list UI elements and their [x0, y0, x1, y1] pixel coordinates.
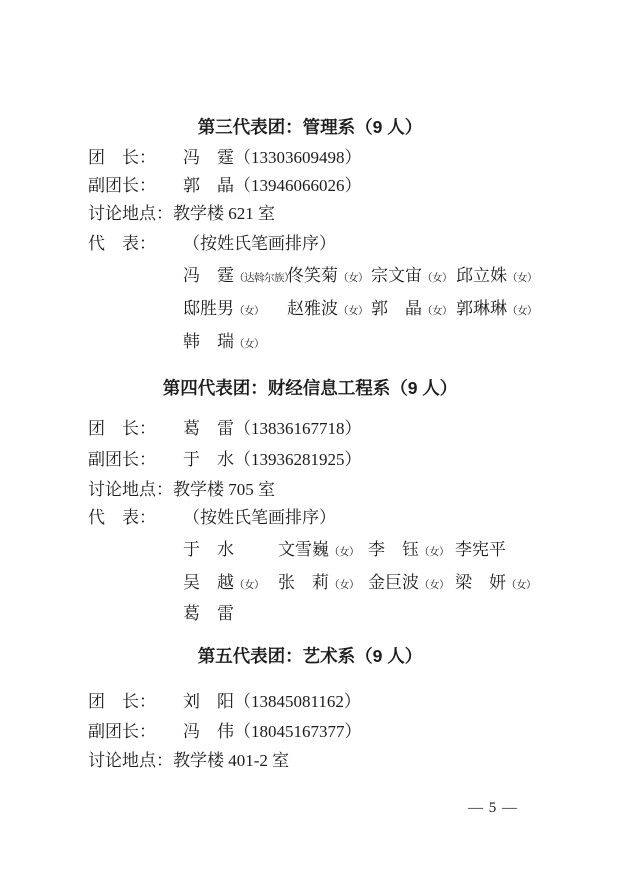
info-row-delegates: [88, 233, 560, 254]
delegate-tag: （达斡尔族）: [234, 273, 294, 284]
field-value: 葛 雷（13836167718）: [183, 419, 362, 438]
delegate-name: 文雪巍: [278, 540, 329, 559]
delegate-name: 葛 雷: [183, 604, 234, 623]
delegation-section-3: [88, 117, 560, 355]
delegate-row: [183, 603, 560, 627]
delegate-name: 于 水: [183, 540, 234, 559]
delegate-cell: [368, 539, 455, 563]
field-label: 团 长：: [88, 419, 156, 438]
delegate-name: 李宪平: [455, 540, 506, 559]
field-value: 冯 霆（13303609498）: [183, 148, 362, 167]
field-label: 团 长：: [88, 148, 156, 167]
delegate-tag: （女）: [422, 273, 452, 284]
delegate-tag: （女）: [234, 306, 264, 317]
section-title: 第三代表团：管理系（9 人）: [197, 117, 423, 137]
delegation-section-4: [88, 378, 560, 627]
delegate-name: 赵雅波: [287, 299, 338, 318]
delegate-tag: （女）: [507, 273, 537, 284]
field-value: （按姓氏笔画排序）: [183, 234, 336, 253]
info-row-deputy: [88, 721, 560, 742]
delegate-cell: [278, 539, 368, 563]
field-value: 郭 晶（13946066026）: [183, 176, 362, 195]
delegate-tag: （女）: [507, 306, 537, 317]
delegate-name: 郭 晶: [371, 299, 422, 318]
delegate-cell: [183, 572, 278, 596]
delegate-name: 郭琳琳: [456, 299, 507, 318]
field-value: 冯 伟（18045167377）: [183, 722, 362, 741]
info-row-leader: [88, 147, 560, 168]
info-row-location: [88, 203, 560, 224]
delegate-cell: [183, 298, 287, 322]
info-row-deputy: [88, 175, 560, 196]
field-label: 讨论地点：: [88, 204, 173, 223]
delegate-name: 宗文宙: [371, 266, 422, 285]
delegate-name: 梁 妍: [455, 573, 506, 592]
delegate-cell: [455, 539, 560, 563]
delegate-tag: （女）: [234, 339, 264, 350]
delegate-name: 邱立姝: [456, 266, 507, 285]
section-title: 第四代表团：财经信息工程系（9 人）: [162, 378, 458, 398]
delegate-cell: [183, 265, 294, 289]
field-label: 副团长：: [88, 722, 156, 741]
field-label: 讨论地点：: [88, 751, 173, 770]
field-value: 教学楼 621 室: [173, 204, 275, 223]
delegate-tag: （女）: [329, 547, 359, 558]
delegate-cell: [287, 265, 371, 289]
delegate-cell: [371, 298, 456, 322]
delegate-name: 李 钰: [368, 540, 419, 559]
delegate-name: 金巨波: [368, 573, 419, 592]
delegate-cell: [183, 603, 278, 627]
field-label: 讨论地点：: [88, 480, 173, 499]
field-value: 刘 阳（13845081162）: [183, 692, 361, 711]
delegate-tag: （女）: [419, 580, 449, 591]
delegate-row: [183, 572, 560, 596]
delegate-row: [183, 298, 560, 322]
field-label: 副团长：: [88, 176, 156, 195]
delegate-cell: [368, 572, 455, 596]
delegate-name: 张 莉: [278, 573, 329, 592]
delegate-cell: [278, 572, 368, 596]
field-value: （按姓氏笔画排序）: [183, 508, 336, 527]
info-row-delegates: [88, 507, 560, 528]
delegate-cell: [371, 265, 456, 289]
field-label: 团 长：: [88, 692, 156, 711]
page-number: — 5 —: [468, 800, 518, 816]
delegate-name: 吴 越: [183, 573, 234, 592]
delegate-tag: （女）: [338, 273, 368, 284]
info-row-leader: [88, 418, 560, 439]
field-value: 于 水（13936281925）: [183, 450, 362, 469]
delegate-row: [183, 539, 560, 563]
delegate-row: [183, 265, 560, 289]
delegate-tag: （女）: [338, 306, 368, 317]
delegate-name: 韩 瑞: [183, 332, 234, 351]
field-label: 代 表：: [88, 234, 156, 253]
info-row-deputy: [88, 449, 560, 470]
section-title: 第五代表团：艺术系（9 人）: [197, 646, 423, 666]
delegate-cell: [455, 572, 560, 596]
delegate-name: 佟笑菊: [287, 266, 338, 285]
field-value: 教学楼 705 室: [173, 480, 275, 499]
delegate-cell: [287, 298, 371, 322]
delegate-name: 冯 霆: [183, 266, 234, 285]
delegate-tag: （女）: [234, 580, 264, 591]
info-row-location: [88, 479, 560, 500]
delegate-cell: [456, 298, 560, 322]
field-label: 代 表：: [88, 508, 156, 527]
info-row-leader: [88, 691, 560, 712]
delegate-cell: [183, 539, 278, 563]
delegate-tag: （女）: [506, 580, 536, 591]
delegate-cell: [183, 331, 287, 355]
info-row-location: [88, 750, 560, 771]
delegate-row: [183, 331, 560, 355]
delegate-name: 邸胜男: [183, 299, 234, 318]
delegate-tag: （女）: [329, 580, 359, 591]
delegate-tag: （女）: [419, 547, 449, 558]
field-label: 副团长：: [88, 450, 156, 469]
delegation-section-5: [88, 646, 560, 771]
delegate-cell: [456, 265, 560, 289]
delegate-tag: （女）: [422, 306, 452, 317]
field-value: 教学楼 401-2 室: [173, 751, 290, 770]
